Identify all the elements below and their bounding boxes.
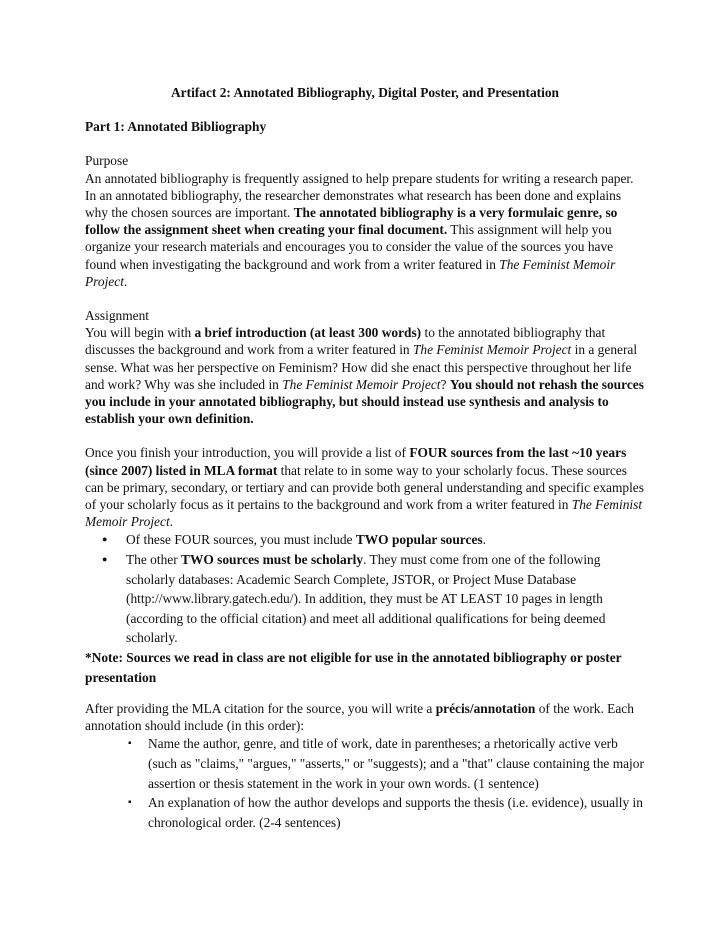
precis-text-2: of the work. Each annotation should include (in this order):	[85, 701, 634, 734]
assignment-text-3: in a general sense. What was her perspective on Feminism? How did she enact this perspective throughout her life and work? Why was she included in	[85, 342, 638, 392]
list-item: ▪ Name the author, genre, and title of work, date in parentheses; a rhetorically active verb (such as "claims," "argues," "asserts," or "suggests); and a "that" clause containing the major assertion or thesis statement in the work in your own words. (1 sentence)	[85, 734, 645, 793]
assignment-text-1: You will begin with	[85, 325, 195, 341]
sources-text-2: that relate to in some way to your scholarly focus. These sources can be primary, secondary, or tertiary and can provide both general understanding and specific examples of your scholarly focus as it pertains to the background and work from a writer featured in	[85, 462, 644, 513]
sources-text-3: .	[169, 514, 174, 530]
assignment-italic-1: The Feminist Memoir Project	[412, 342, 572, 358]
sources-italic-1: The Feminist Memoir Project	[85, 497, 643, 530]
precis-bold-1: précis/annotation	[435, 701, 536, 717]
assignment-italic-2: The Feminist Memoir Project	[282, 376, 441, 392]
sources-bold-1: FOUR sources from the last ~10 years (since 2007) listed in MLA format	[85, 445, 627, 478]
assignment-bold-2: You should not rehash the sources you include in your annotated bibliography, but should instead use synthesis and analysis to establish your own definition.	[85, 376, 644, 427]
bullet-text: The other	[126, 552, 182, 568]
sources-text-1: Once you finish your introduction, you will provide a list of	[85, 445, 410, 461]
assignment-text-4: ?	[440, 376, 450, 392]
list-item	[85, 550, 645, 648]
purpose-text-3: .	[123, 273, 128, 289]
assignment-label: Assignment	[85, 308, 149, 324]
precis-paragraph	[85, 700, 645, 734]
bullet-bold: TWO popular sources	[355, 532, 483, 548]
annotation-steps-list	[85, 734, 645, 832]
bullet-text: . They must come from one of the following scholarly databases: Academic Search Complete, JSTOR, or Project Muse Database (http://www.library.gatech.edu/). In addition, they must be AT LEAST 10 pages in length (according to the official citation) and meet all additional qualifications for being deemed scholarly.	[126, 552, 606, 646]
purpose-label: Purpose	[85, 153, 129, 169]
sources-bullet-list	[85, 530, 645, 648]
assignment-text-2: to the annotated bibliography that discusses the background and work from a writer featured in	[85, 325, 606, 358]
document-title: Artifact 2: Annotated Bibliography, Digital Poster, and Presentation	[171, 85, 559, 100]
assignment-paragraph	[85, 324, 645, 427]
list-item	[85, 530, 645, 550]
assignment-bold-1: a brief introduction (at least 300 words)	[194, 325, 422, 341]
bullet-bold: TWO sources must be scholarly	[181, 552, 364, 568]
purpose-text-1: An annotated bibliography is frequently assigned to help prepare students for writing a research paper. In an annotated bibliography, the researcher demonstrates what research has been done and explains why the chosen sources are important.	[85, 170, 634, 221]
note-text: *Note: Sources we read in class are not eligible for use in the annotated bibliography or poster presentation	[85, 650, 622, 686]
purpose-text-2: This assignment will help you organize your research materials and encourages you to consider the value of the sources you have found when investigating the background and work from a writer featured in	[85, 222, 614, 272]
bullet-text: .	[482, 532, 486, 548]
assignment-section	[85, 307, 645, 427]
purpose-bold-1: The annotated bibliography is a very formulaic genre, so follow the assignment sheet when creating your final document.	[85, 205, 618, 238]
sources-paragraph	[85, 444, 645, 530]
bullet-text: Of these FOUR sources, you must include	[126, 532, 356, 548]
purpose-paragraph	[85, 170, 645, 290]
purpose-section	[85, 152, 645, 290]
purpose-italic-1: The Feminist Memoir Project	[85, 256, 616, 289]
list-item: ▪ An explanation of how the author develops and supports the thesis (i.e. evidence), usually in chronological order. (2-4 sentences)	[85, 793, 645, 832]
document-body	[85, 84, 645, 832]
precis-text-1: After providing the MLA citation for the source, you will write a	[85, 701, 436, 717]
section-heading-part1: Part 1: Annotated Bibliography	[85, 119, 267, 135]
